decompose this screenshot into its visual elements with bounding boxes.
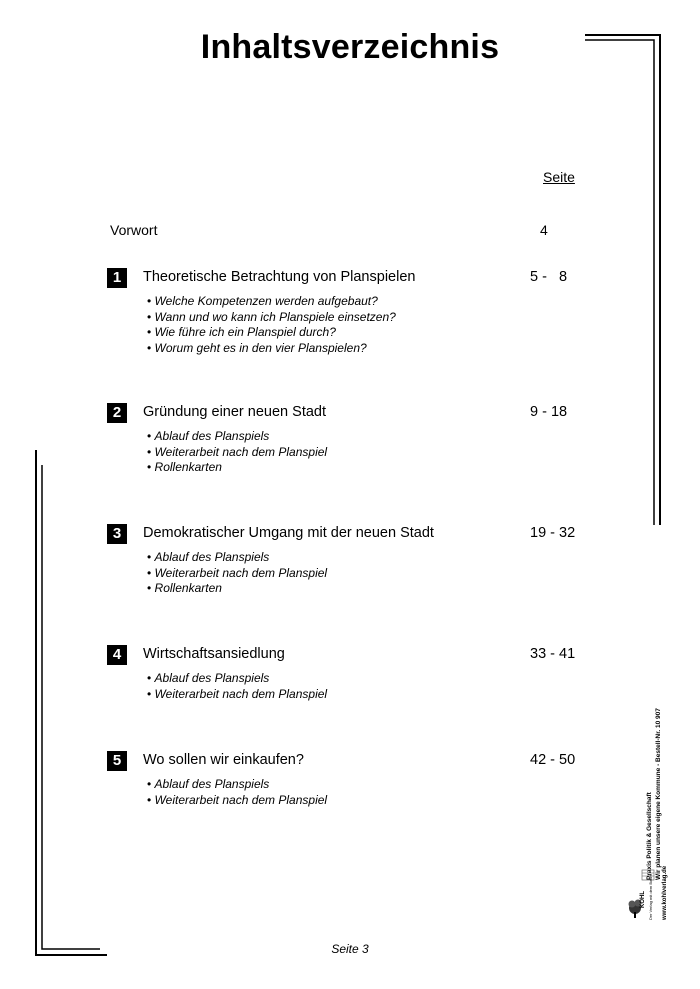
- subitem: • Weiterarbeit nach dem Planspiel: [147, 566, 587, 582]
- chapter-4[interactable]: [107, 645, 587, 702]
- chapter-subitems: [107, 294, 587, 356]
- chapter-pages: 5 - 8: [530, 269, 568, 285]
- chapter-2[interactable]: [107, 403, 587, 476]
- publisher-logo-text: KOHL: [640, 891, 646, 908]
- publisher-url: www.kohlverlag.de: [662, 865, 668, 920]
- chapter-subitems: [107, 777, 587, 808]
- subitem: • Rollenkarten: [147, 581, 587, 597]
- chapter-5[interactable]: [107, 751, 587, 808]
- publisher-tagline: Der Verlag mit dem Baum: [648, 874, 653, 920]
- subitem: • Weiterarbeit nach dem Planspiel: [147, 687, 587, 703]
- subitem: • Weiterarbeit nach dem Planspiel: [147, 793, 587, 809]
- chapter-subitems: [107, 671, 587, 702]
- subitem: • Welche Kompetenzen werden aufgebaut?: [147, 294, 587, 310]
- vorwort-label[interactable]: Vorwort: [110, 222, 158, 238]
- chapter-pages: 42 - 50: [530, 752, 576, 768]
- chapter-title[interactable]: Wo sollen wir einkaufen?: [143, 752, 304, 768]
- subitem: • Ablauf des Planspiels: [147, 671, 587, 687]
- page-title: Inhaltsverzeichnis: [200, 28, 500, 66]
- chapter-title[interactable]: Wirtschaftsansiedlung: [143, 646, 285, 662]
- chapter-number-box: 3: [107, 524, 127, 544]
- chapter-number-box: 5: [107, 751, 127, 771]
- side-publication-info: [646, 620, 663, 880]
- chapter-pages: 9 - 18: [530, 404, 568, 420]
- chapter-pages: 19 - 32: [530, 525, 576, 541]
- subitem: • Rollenkarten: [147, 460, 587, 476]
- page-column-header: Seite: [543, 169, 575, 185]
- page-number-footer: Seite 3: [331, 942, 369, 956]
- chapter-number-box: 2: [107, 403, 127, 423]
- subitem: • Ablauf des Planspiels: [147, 777, 587, 793]
- subitem: • Worum geht es in den vier Planspielen?: [147, 341, 587, 357]
- subitem: • Wie führe ich ein Planspiel durch?: [147, 325, 587, 341]
- chapter-title[interactable]: Theoretische Betrachtung von Planspielen: [143, 269, 416, 285]
- vorwort-page-number: 4: [540, 222, 548, 238]
- chapter-1[interactable]: [107, 268, 587, 356]
- chapter-title[interactable]: Demokratischer Umgang mit der neuen Stadt: [143, 525, 434, 541]
- frame-bottom-left: [32, 450, 112, 960]
- chapter-pages: 33 - 41: [530, 646, 576, 662]
- subitem: • Wann und wo kann ich Planspiele einsetzen?: [147, 310, 587, 326]
- subitem: • Ablauf des Planspiels: [147, 429, 587, 445]
- chapter-3[interactable]: [107, 524, 587, 597]
- chapter-title[interactable]: Gründung einer neuen Stadt: [143, 404, 326, 420]
- chapter-subitems: [107, 550, 587, 597]
- subitem: • Weiterarbeit nach dem Planspiel: [147, 445, 587, 461]
- series-title: Praxis Politik & Gesellschaft: [646, 792, 653, 880]
- chapter-subitems: [107, 429, 587, 476]
- book-title-order-number: Wir planen unsere eigene Kommune - Bestell-Nr. 10 907: [654, 708, 662, 880]
- subitem: • Ablauf des Planspiels: [147, 550, 587, 566]
- chapter-number-box: 4: [107, 645, 127, 665]
- chapter-number-box: 1: [107, 268, 127, 288]
- frame-top-right: [580, 30, 670, 530]
